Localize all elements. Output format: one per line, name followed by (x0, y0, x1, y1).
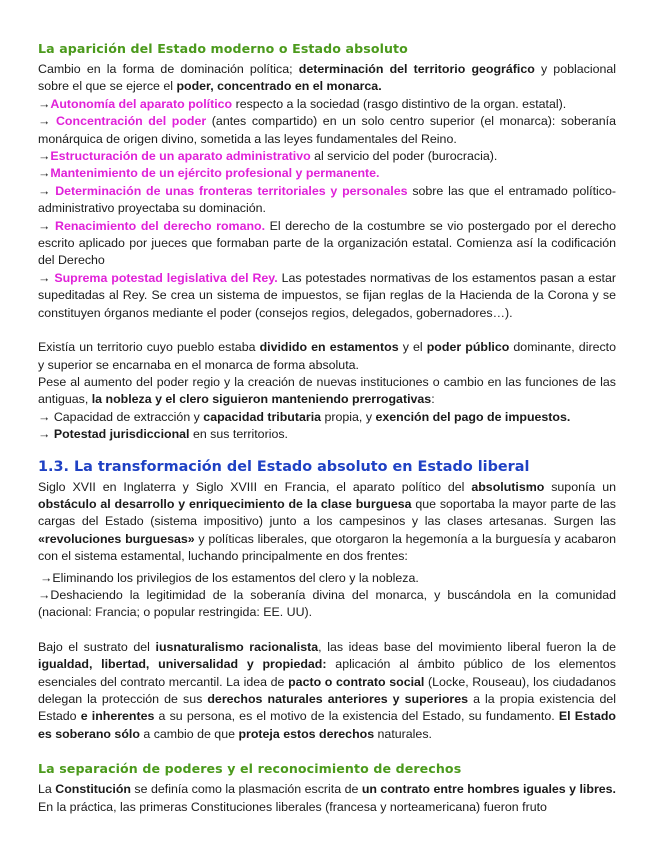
text: Eliminando los privilegios de los estamentos del clero y la nobleza. (52, 570, 419, 585)
list-item-fronteras (38, 183, 616, 218)
arrow-icon: → (38, 114, 51, 129)
bold-text: iusnaturalismo racionalista (155, 639, 319, 654)
bold-text: Potestad jurisdiccional (53, 427, 190, 442)
arrow-icon: → (38, 183, 51, 198)
text: y políticas liberales, que otorgaron la hegemonía a la burguesía y acabaron con el sistema estamental, luchando principalmente en dos frentes: (38, 531, 616, 564)
text: naturales. (374, 726, 432, 741)
bold-text: un contrato entre hombres iguales y libres. (361, 782, 616, 797)
list-item-frente-2 (38, 587, 616, 622)
section-heading-estado-absoluto: La aparición del Estado moderno o Estado absoluto (38, 41, 408, 56)
text: que soportaba la mayor parte de las cargas del Estado (sistema impositivo) junto a los campesinos y las clases artesanas. Surgen las (38, 496, 616, 529)
bold-text: exención del pago de impuestos. (375, 409, 571, 424)
bold-text: determinación del territorio geográfico (298, 62, 535, 76)
document-page (38, 40, 616, 816)
paragraph-absolutismo (38, 479, 616, 566)
arrow-icon: → (38, 149, 51, 164)
list-item-potestad-jurisdiccional (38, 426, 616, 443)
bold-text: la nobleza y el clero siguieron manteniendo prerrogativas (91, 392, 432, 407)
text: a cambio de que (139, 726, 239, 741)
list-item-potestad-legislativa (38, 270, 616, 322)
text: en sus territorios. (189, 427, 288, 442)
bold-text: poder, concentrado en el monarca. (176, 79, 382, 94)
text: Existía un territorio cuyo pueblo estaba (38, 340, 260, 355)
key-term: Determinación de unas fronteras territoriales y personales (55, 183, 408, 198)
text: aplicación al ámbito público de los elementos esenciales del contrato mercantil. La idea de (38, 657, 617, 689)
list-item-frente-1 (38, 570, 616, 587)
text: a la propia existencia del Estado (38, 692, 617, 724)
arrow-icon: → (38, 270, 51, 285)
list-item-estructuracion (38, 148, 616, 165)
text: y el (398, 340, 427, 355)
key-term: Concentración del poder (55, 114, 207, 129)
text: sobre las que el entramado político-administrativo proyectaba su dominación. (38, 183, 616, 216)
text: Bajo el sustrato del (38, 639, 156, 654)
arrow-icon: → (38, 587, 51, 602)
text: En la práctica, las primeras Constituciones liberales (francesa y norteamericana) fueron fruto (38, 799, 547, 814)
key-term: Autonomía del aparato político (50, 96, 233, 111)
text: al servicio del poder (burocracia). (310, 149, 498, 164)
text: Cambio en la forma de dominación política; (38, 62, 299, 76)
bold-text: proteja estos derechos (238, 726, 375, 741)
list-item-capacidad-tributaria (38, 409, 616, 426)
text: suponía un (544, 479, 616, 494)
text: dominante, directo y superior se encarnaba en el monarca de forma absoluta. (38, 340, 617, 372)
key-term: Renacimiento del derecho romano. (55, 218, 266, 233)
key-term: Estructuración de un aparato administrativo (50, 149, 311, 164)
bold-text: El Estado es soberano sólo (38, 709, 616, 741)
text: Deshaciendo la legitimidad de la soberanía divina del monarca, y buscándola en la comunidad (nacional: Francia; o popular restringida: EE. UU). (38, 587, 616, 620)
text: : (431, 392, 435, 407)
text: Siglo XVII en Inglaterra y Siglo XVIII en Francia, el aparato político del (38, 479, 472, 494)
text: (antes compartido) en un solo centro superior (el monarca): soberanía monárquica de origen divino, sometida a las leyes fundamentales del Reino. (38, 114, 617, 146)
bold-text: e inherentes (80, 709, 155, 724)
text: Las potestades normativas de los estamentos pasan a estar supeditadas al Rey. Se crea un sistema de impuestos, se fijan reglas de la Hacienda de la Corona y se constituyen órganos mediante el poder (consejos regios, delegados, gobernadores…). (38, 270, 616, 320)
list-item-autonomia (38, 96, 616, 113)
text: La (38, 782, 56, 797)
text: respecto a la sociedad (rasgo distintivo de la organ. estatal). (232, 96, 567, 111)
bold-text: capacidad tributaria (203, 409, 322, 424)
arrow-icon: → (38, 409, 51, 424)
paragraph-constitucion (38, 781, 616, 816)
bold-text: «revoluciones burguesas» (38, 531, 195, 546)
section-heading-estado-liberal: 1.3. La transformación del Estado absoluto en Estado liberal (38, 458, 530, 475)
list-item-derecho-romano (38, 218, 616, 270)
text: y poblacional sobre el que se ejerce el (38, 62, 616, 94)
list-item-concentracion (38, 113, 616, 148)
bold-text: pacto o contrato social (288, 674, 425, 689)
key-term: Mantenimiento de un ejército profesional y permanente. (50, 166, 380, 181)
text: Pese al aumento del poder regio y la creación de nuevas instituciones o cambio en las funciones de las antiguas, (38, 374, 616, 407)
arrow-icon: → (38, 96, 51, 111)
arrow-icon: → (40, 570, 53, 585)
bold-text: Constitución (55, 782, 131, 797)
paragraph-estamentos (38, 339, 616, 374)
paragraph-prerrogativas (38, 374, 616, 409)
text: , las ideas base del movimiento liberal fueron la de (318, 639, 616, 654)
bold-text: poder público (426, 340, 510, 355)
text: El derecho de la costumbre se vio postergado por el derecho escrito aplicado por jueces que formaban parte de la organización estatal. Comienza así la codificación del Derecho (38, 218, 616, 268)
text: a su persona, es el motivo de la existencia del Estado, su fundamento. (154, 709, 559, 724)
text: propia, y (321, 409, 376, 424)
bold-text: dividido en estamentos (259, 340, 399, 355)
arrow-icon: → (38, 427, 51, 442)
bold-text: obstáculo al desarrollo y enriquecimiento de la clase burguesa (38, 496, 412, 511)
key-term: Suprema potestad legislativa del Rey. (54, 270, 278, 285)
text: se definía como la plasmación escrita de (130, 782, 362, 797)
list-item-ejercito (38, 165, 616, 182)
bold-text: igualdad, libertad, universalidad y propiedad: (38, 657, 327, 672)
arrow-icon: → (38, 218, 51, 233)
text: (Locke, Rouseau), los ciudadanos delegan la protección de sus (38, 674, 616, 706)
bold-text: derechos naturales anteriores y superiores (207, 692, 469, 706)
text: Capacidad de extracción y (50, 409, 204, 424)
arrow-icon: → (38, 166, 51, 181)
paragraph-intro (38, 61, 616, 96)
paragraph-iusnaturalismo (38, 639, 616, 743)
bold-text: absolutismo (471, 479, 545, 494)
section-heading-separacion-poderes: La separación de poderes y el reconocimiento de derechos (38, 761, 462, 777)
